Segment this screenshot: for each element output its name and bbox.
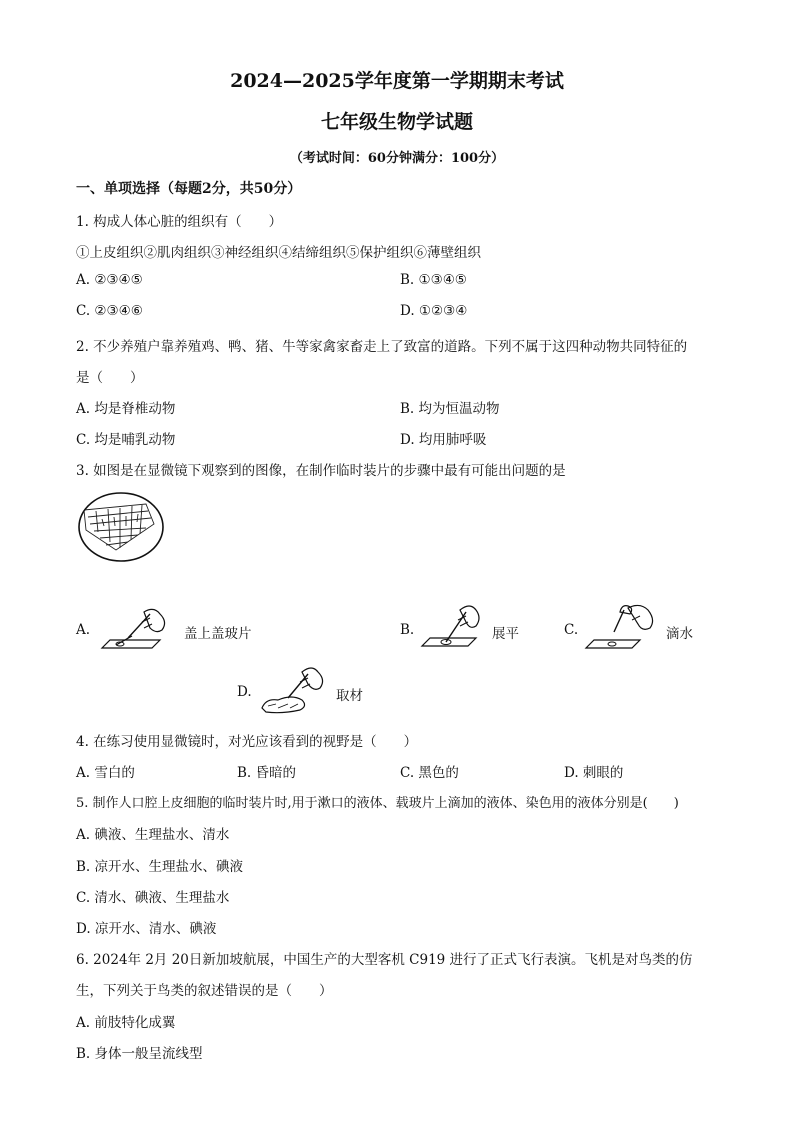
q3-option-c-caption: 滴水 <box>666 626 693 642</box>
q5-option-d[interactable]: D. 凉开水、清水、碘液 <box>76 921 217 937</box>
take-sample-illustration <box>258 664 334 716</box>
q6-option-a[interactable]: A. 前肢特化成翼 <box>76 1015 176 1031</box>
q2-stem-line1: 2. 不少养殖户靠养殖鸡、鸭、猪、牛等家禽家畜走上了致富的道路。下列不属于这四种动物共同特征的 <box>76 339 688 355</box>
q2-stem-line2: 是（ ） <box>76 370 144 386</box>
exam-title: 2024—2025学年度第一学期期末考试 <box>230 70 564 92</box>
q6-stem-line2: 生，下列关于鸟类的叙述错误的是（ ） <box>76 983 333 999</box>
q1-option-c[interactable]: C. ②③④⑥ <box>76 303 143 319</box>
spread-flat-illustration <box>420 602 490 652</box>
q5-option-a[interactable]: A. 碘液、生理盐水、清水 <box>76 827 230 843</box>
q1-extra: ①上皮组织②肌肉组织③神经组织④结缔组织⑤保护组织⑥薄壁组织 <box>76 245 481 261</box>
q4-option-d[interactable]: D. 刺眼的 <box>564 765 624 781</box>
cover-slip-illustration <box>98 604 178 654</box>
q6-stem-line1: 6. 2024年 2月 20日新加坡航展，中国生产的大型客机 C919 进行了正式飞行表演。飞机是对鸟类的仿 <box>76 952 693 968</box>
q1-option-a[interactable]: A. ②③④⑤ <box>76 272 143 288</box>
microscope-view-figure <box>76 490 166 565</box>
q3-stem: 3. 如图是在显微镜下观察到的图像，在制作临时装片的步骤中最有可能出问题的是 <box>76 463 566 479</box>
q2-option-a[interactable]: A. 均是脊椎动物 <box>76 401 176 417</box>
q4-option-c[interactable]: C. 黑色的 <box>400 765 459 781</box>
q3-option-c-letter[interactable]: C. <box>564 622 579 638</box>
exam-subtitle: 七年级生物学试题 <box>320 111 473 133</box>
q2-option-c[interactable]: C. 均是哺乳动物 <box>76 432 176 448</box>
q1-option-b[interactable]: B. ①③④⑤ <box>400 272 467 288</box>
q2-option-d[interactable]: D. 均用肺呼吸 <box>400 432 487 448</box>
q3-option-a-caption: 盖上盖玻片 <box>184 626 252 642</box>
q3-option-b-caption: 展平 <box>492 626 519 642</box>
exam-note: （考试时间：60分钟满分：100分） <box>289 151 505 166</box>
q4-option-b[interactable]: B. 昏暗的 <box>237 765 297 781</box>
q6-option-b[interactable]: B. 身体一般呈流线型 <box>76 1046 203 1062</box>
q4-option-a[interactable]: A. 雪白的 <box>76 765 135 781</box>
q2-option-b[interactable]: B. 均为恒温动物 <box>400 401 500 417</box>
q5-option-c[interactable]: C. 清水、碘液、生理盐水 <box>76 890 230 906</box>
q5-stem: 5. 制作人口腔上皮细胞的临时装片时,用于漱口的液体、载玻片上滴加的液体、染色用的液体分别是( ) <box>76 796 679 811</box>
q3-option-d-caption: 取材 <box>336 688 363 704</box>
q1-stem: 1. 构成人体心脏的组织有（ ） <box>76 214 283 230</box>
q4-stem: 4. 在练习使用显微镜时，对光应该看到的视野是（ ） <box>76 734 418 750</box>
q3-option-a-letter[interactable]: A. <box>76 622 91 638</box>
add-water-illustration <box>584 602 664 654</box>
q3-option-b-letter[interactable]: B. <box>400 622 415 638</box>
q5-option-b[interactable]: B. 凉开水、生理盐水、碘液 <box>76 859 244 875</box>
section-heading: 一、单项选择（每题2分，共50分） <box>76 181 302 197</box>
q3-option-d-letter[interactable]: D. <box>237 684 252 700</box>
q1-option-d[interactable]: D. ①②③④ <box>400 303 468 319</box>
